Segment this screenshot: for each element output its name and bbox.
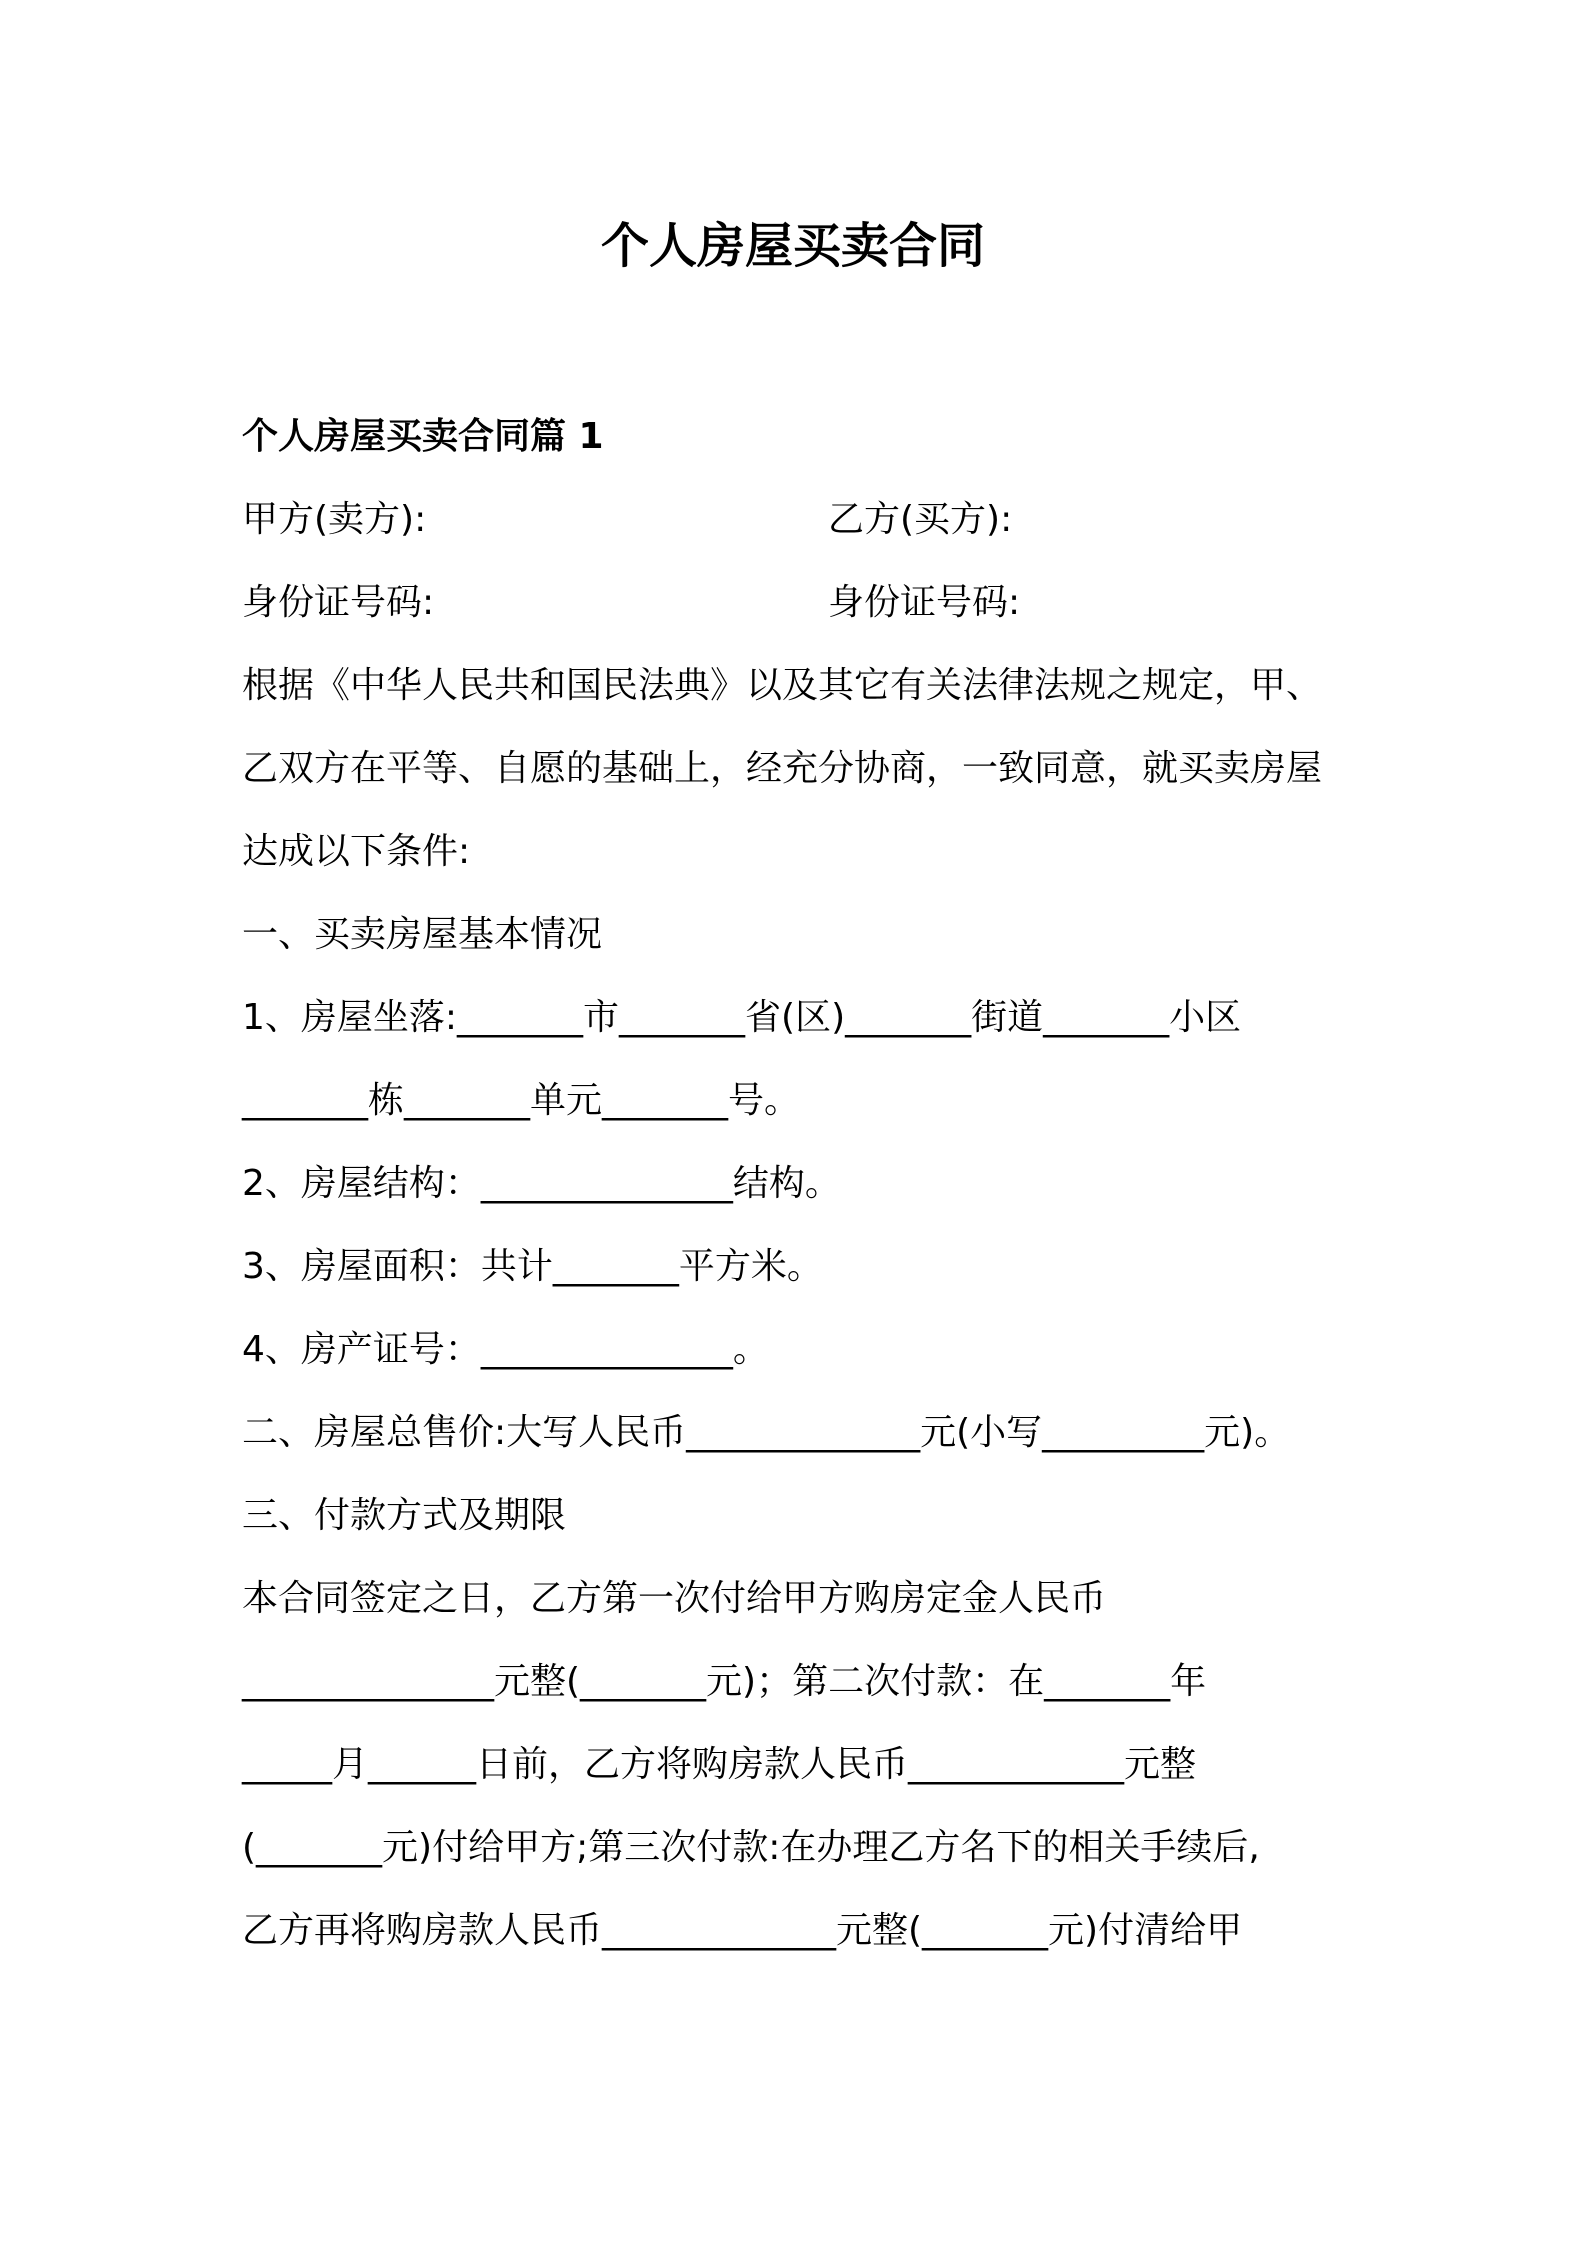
clause-line-total-price: 二、房屋总售价:大写人民币_____________元(小写_________元)。 (242, 1412, 1291, 1453)
document-title: 个人房屋买卖合同 (600, 218, 985, 274)
buyer-id-label: 身份证号码: (828, 582, 1021, 623)
clause-line-certificate: 4、房产证号：______________。 (242, 1329, 769, 1370)
clause-line-payment: _____月______日前，乙方将购房款人民币____________元整 (242, 1744, 1197, 1785)
clause-line-payment: (_______元)付给甲方;第三次付款:在办理乙方名下的相关手续后, (242, 1827, 1260, 1868)
clause-line-payment: 乙方再将购房款人民币_____________元整(_______元)付清给甲 (242, 1910, 1243, 1951)
id-row (242, 571, 1372, 654)
clause-line-area: 3、房屋面积：共计_______平方米。 (242, 1246, 823, 1287)
clause-heading-basic-info: 一、买卖房屋基本情况 (242, 914, 603, 955)
clause-line-payment: ______________元整(_______元)；第二次付款：在_______年 (242, 1661, 1207, 1702)
seller-label: 甲方(卖方): (242, 499, 427, 540)
document-body (242, 405, 1372, 1982)
buyer-label: 乙方(买方): (828, 499, 1013, 540)
clause-line-location: 1、房屋坐落:_______市_______省(区)_______街道_______小区 (242, 997, 1242, 1038)
intro-line: 达成以下条件: (242, 831, 471, 872)
seller-id-label: 身份证号码: (242, 582, 435, 623)
intro-line: 乙双方在平等、自愿的基础上，经充分协商，一致同意，就买卖房屋 (242, 748, 1323, 789)
clause-line-structure: 2、房屋结构：______________结构。 (242, 1163, 841, 1204)
parties-row (242, 488, 1372, 571)
clause-line-location-cont: _______栋_______单元_______号。 (242, 1080, 801, 1121)
intro-line: 根据《中华人民共和国民法典》以及其它有关法律法规之规定，甲、 (242, 665, 1323, 706)
clause-line-payment: 本合同签定之日，乙方第一次付给甲方购房定金人民币 (242, 1578, 1107, 1619)
clause-heading-payment: 三、付款方式及期限 (242, 1495, 567, 1536)
section-heading: 个人房屋买卖合同篇 1 (242, 416, 604, 457)
